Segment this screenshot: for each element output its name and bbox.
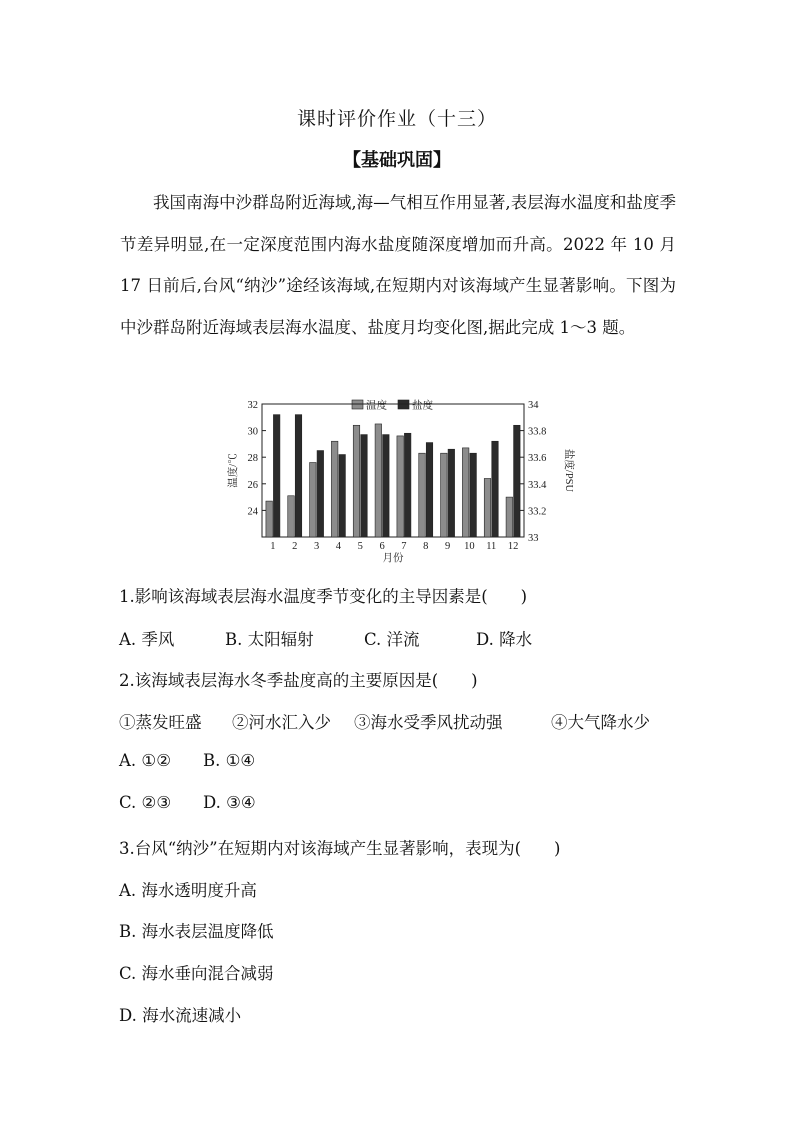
q2-statement-4: ④大气降水少	[551, 713, 650, 732]
salinity-bar	[470, 453, 477, 537]
question-3-stem: 3.台风“纳沙”在短期内对该海域产生显著影响，表现为( )	[119, 839, 561, 858]
x-tick-label: 6	[379, 541, 385, 552]
question-2-options-row1	[119, 751, 255, 770]
q3-option-c[interactable]: C. 海水垂向混合减弱	[119, 964, 274, 983]
x-tick-label: 11	[486, 541, 497, 552]
x-tick-label: 12	[507, 541, 519, 552]
right-tick-label: 33.6	[528, 453, 547, 465]
salinity-bar	[492, 441, 499, 537]
page-title: 课时评价作业（十三）	[296, 108, 497, 130]
q3-option-d[interactable]: D. 海水流速减小	[119, 1006, 242, 1025]
question-2-options-row2	[119, 793, 256, 812]
right-tick-label: 33	[528, 533, 539, 544]
left-tick-label: 30	[247, 426, 258, 438]
salinity-bar	[404, 433, 411, 537]
temperature-bar	[310, 463, 317, 537]
legend-label: 温度	[366, 400, 387, 412]
temperature-bar	[506, 497, 513, 537]
left-tick-label: 32	[247, 400, 258, 411]
right-tick-label: 34	[528, 400, 539, 411]
q2-option-b[interactable]: B. ①④	[203, 751, 256, 770]
q2-option-d[interactable]: D. ③④	[203, 793, 256, 812]
salinity-bar	[273, 415, 280, 537]
temperature-bar	[331, 441, 338, 537]
x-tick-label: 7	[401, 541, 407, 552]
intro-paragraph: 我国南海中沙群岛附近海域,海—气相互作用显著,表层海水温度和盐度季节差异明显,在一定深度范围内海水盐度随深度增加而升高。2022 年 10 月 17 日前后,台风“纳沙”途经该海域,在短期内对该海域产生显著影响。下图为中沙群岛附近海域表层海水温度、盐度月均变化图,据此完成 1～3 题。	[120, 193, 676, 337]
x-tick-label: 4	[335, 541, 342, 552]
x-tick-label: 3	[313, 541, 320, 552]
q2-statement-1: ①蒸发旺盛	[119, 713, 202, 732]
temperature-bar	[375, 424, 382, 537]
q2-statement-3: ③海水受季风扰动强	[354, 713, 503, 732]
x-tick-label: 10	[464, 541, 475, 552]
right-tick-label: 33.2	[528, 506, 547, 518]
temperature-bar	[353, 425, 360, 537]
question-2-stem: 2.该海域表层海水冬季盐度高的主要原因是( )	[119, 671, 478, 690]
right-axis-label: 盐度/PSU	[563, 448, 574, 493]
q2-option-a[interactable]: A. ①②	[119, 751, 171, 770]
right-tick-label: 33.4	[528, 479, 547, 491]
question-2-statements	[119, 709, 650, 733]
chart-legend	[352, 399, 433, 412]
temperature-bar	[462, 448, 469, 537]
x-tick-label: 1	[270, 541, 276, 552]
left-tick-label: 24	[247, 506, 258, 518]
q3-option-a[interactable]: A. 海水透明度升高	[119, 881, 257, 900]
temperature-bar	[266, 501, 273, 537]
x-tick-label: 2	[292, 541, 298, 552]
x-tick-label: 5	[357, 541, 363, 552]
q1-option-b[interactable]: B. 太阳辐射	[225, 630, 314, 649]
salinity-bar	[317, 451, 324, 537]
salinity-bar	[295, 415, 302, 537]
temperature-bar	[419, 453, 426, 537]
q1-option-c[interactable]: C. 洋流	[364, 630, 420, 649]
left-axis-label: 温度/℃	[228, 453, 239, 488]
temperature-bar	[397, 436, 404, 537]
temperature-bar	[441, 453, 448, 537]
section-heading: 【基础巩固】	[343, 150, 451, 171]
x-tick-label: 9	[444, 541, 451, 552]
salinity-bar	[361, 435, 368, 537]
q3-option-b[interactable]: B. 海水表层温度降低	[119, 922, 274, 941]
salinity-bar	[426, 443, 433, 537]
left-tick-label: 28	[247, 453, 258, 465]
legend-label: 盐度	[412, 400, 433, 412]
q2-option-c[interactable]: C. ②③	[119, 793, 172, 812]
temperature-bar	[288, 496, 295, 537]
x-tick-label: 8	[423, 541, 429, 552]
temperature-salinity-chart	[224, 393, 576, 565]
question-1-options	[119, 626, 532, 650]
q2-statement-2: ②河水汇入少	[232, 713, 331, 732]
left-tick-label: 26	[247, 479, 258, 491]
salinity-bar	[448, 449, 455, 537]
right-tick-label: 33.8	[528, 426, 547, 438]
question-1-stem: 1.影响该海域表层海水温度季节变化的主导因素是( )	[119, 587, 528, 606]
temperature-bar	[484, 478, 491, 537]
q1-option-a[interactable]: A. 季风	[119, 630, 175, 649]
chart-bars	[266, 415, 520, 537]
salinity-bar	[514, 425, 521, 537]
salinity-bar	[383, 435, 390, 537]
x-axis-label: 月份	[382, 553, 404, 564]
q1-option-d[interactable]: D. 降水	[476, 630, 533, 649]
salinity-bar	[339, 455, 346, 537]
